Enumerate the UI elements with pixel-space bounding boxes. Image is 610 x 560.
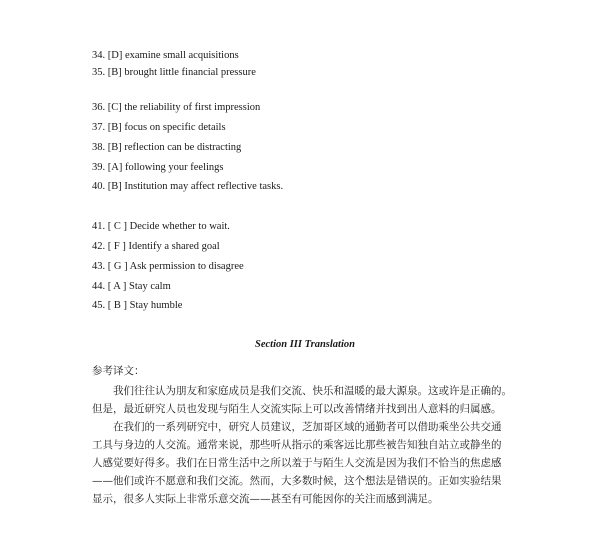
translation-line: 人感觉要好得多。我们在日常生活中之所以羞于与陌生人交流是因为我们不恰当的焦虑感 [92,457,502,469]
answer-39: 39. [A] following your feelings [92,162,224,173]
translation-line: 我们往往认为朋友和家庭成员是我们交流、快乐和温暖的最大源泉。这或许是正确的。 [113,385,512,397]
translation-line: 工具与身边的人交流。通常来说，那些听从指示的乘客远比那些被告知独自站立或静坐的 [92,439,502,451]
translation-line: 但是，最近研究人员也发现与陌生人交流实际上可以改善情绪并找到出人意料的归属感。 [92,403,502,415]
answer-45: 45. [ B ] Stay humble [92,300,183,311]
section-title: Section III Translation [255,339,355,350]
translation-heading: 参考译文： [92,365,145,377]
answer-44: 44. [ A ] Stay calm [92,281,171,292]
translation-line: 在我们的一系列研究中，研究人员建议，芝加哥区域的通勤者可以借助乘坐公共交通 [113,421,502,433]
answer-42: 42. [ F ] Identify a shared goal [92,241,220,252]
answer-36: 36. [C] the reliability of first impression [92,102,261,113]
answer-41: 41. [ C ] Decide whether to wait. [92,221,230,232]
answer-35: 35. [B] brought little financial pressure [92,67,256,78]
answer-43: 43. [ G ] Ask permission to disagree [92,261,244,272]
translation-line: ——他们或许不愿意和我们交流。然而，大多数时候，这个想法是错误的。正如实验结果 [92,475,502,487]
answer-37: 37. [B] focus on specific details [92,122,226,133]
translation-line: 显示，很多人实际上非常乐意交流——甚至有可能因你的关注而感到满足。 [92,493,439,505]
answer-40: 40. [B] Institution may affect reflective tasks. [92,181,284,192]
answer-34: 34. [D] examine small acquisitions [92,50,239,61]
answer-38: 38. [B] reflection can be distracting [92,142,242,153]
